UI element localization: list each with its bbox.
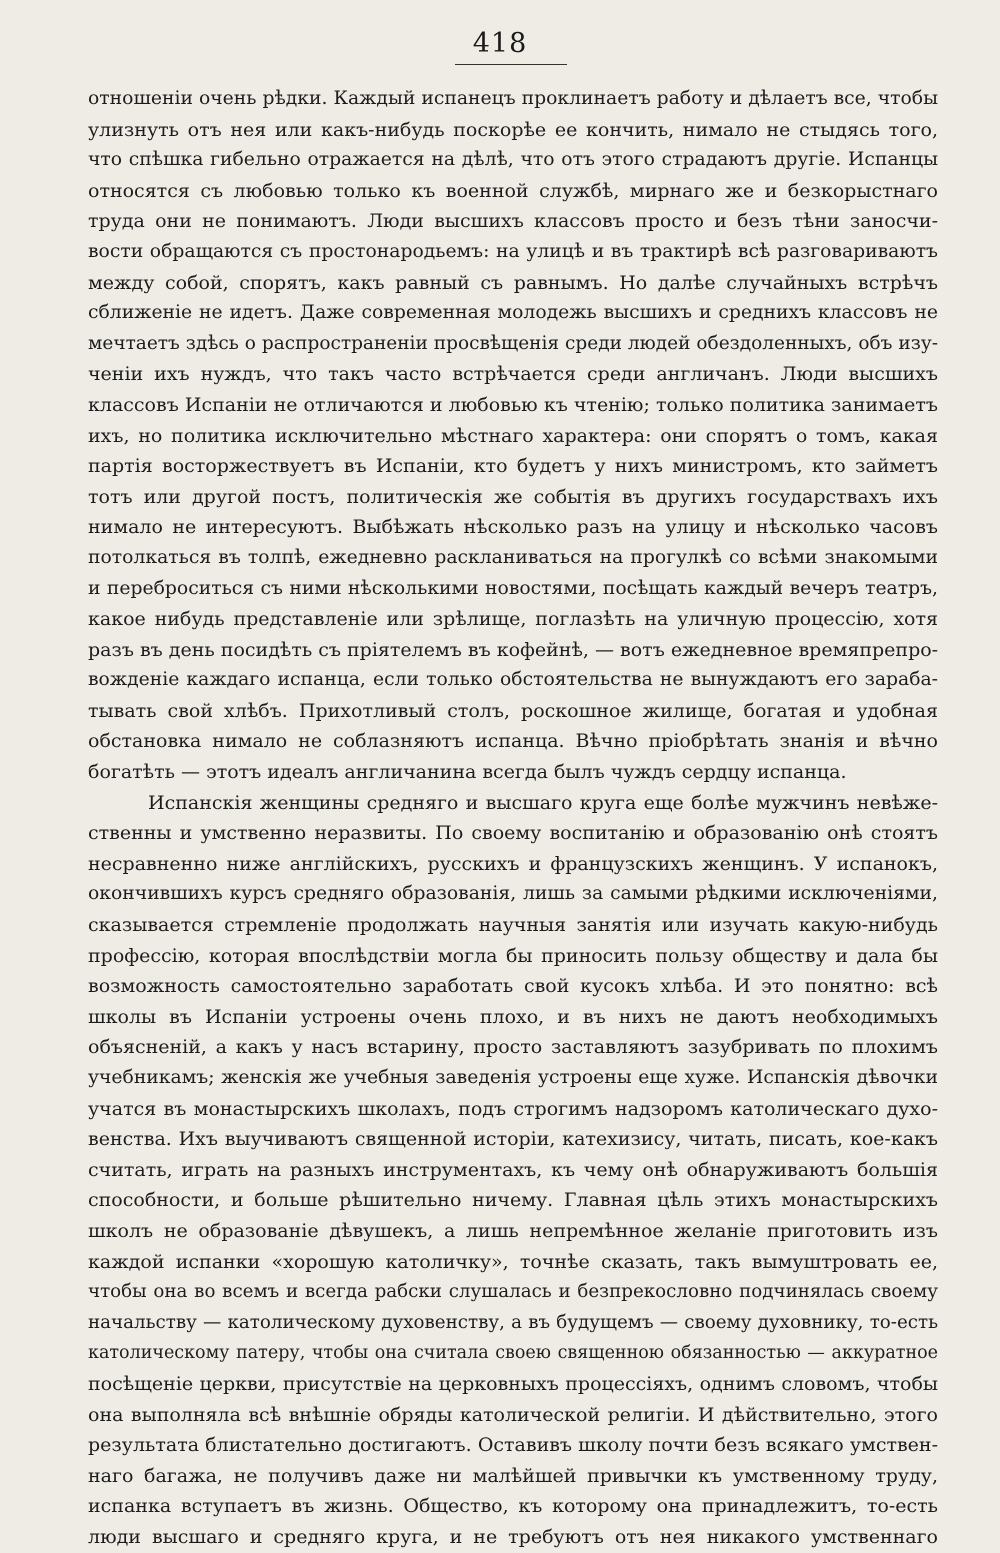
- text-line: профессію, которая впослѣдствіи могла бы приносить пользу обществу и дала бы: [88, 944, 938, 967]
- text-line: нимало не интересуютъ. Выбѣжать нѣсколько разъ на улицу и нѣсколько часовъ: [88, 516, 938, 539]
- text-line: улизнуть отъ нея или какъ-нибудь поскорѣе ее кончить, нимало не стыдясь того,: [88, 118, 938, 141]
- text-line: школъ не образованіе дѣвушекъ, а лишь непремѣнное желаніе приготовить изъ: [88, 1219, 938, 1242]
- text-line: начальству — католическому духовенству, а въ будущемъ — своему духовнику, то-есть: [88, 1311, 938, 1333]
- text-line: труда они не понимаютъ. Люди высшихъ классовъ просто и безъ тѣни заносчи-: [88, 210, 938, 233]
- paragraph-first-line: Испанскія женщины средняго и высшаго круга еще болѣе мужчинъ невѣже-: [148, 791, 938, 814]
- text-line: между собой, спорятъ, какъ равный съ равнымъ. Но далѣе случайныхъ встрѣчъ: [88, 271, 938, 294]
- text-line: сближеніе не идетъ. Даже современная молодежь высшихъ и среднихъ классовъ не: [88, 302, 938, 324]
- text-line: люди высшаго и средняго круга, и не требуютъ отъ нея никакого умственнаго: [88, 1525, 938, 1548]
- text-line: школы въ Испаніи устроены очень плохо, и въ нихъ не даютъ необходимыхъ: [88, 1005, 938, 1028]
- text-line: вости обращаются съ простонародьемъ: на улицѣ и въ трактирѣ всѣ разговариваютъ: [88, 240, 938, 262]
- text-line: богатѣть — этотъ идеалъ англичанина всегда былъ чуждъ сердцу испанца.: [88, 761, 847, 784]
- text-line: отношеніи очень рѣдки. Каждый испанецъ проклинаетъ работу и дѣлаетъ все, чтобы: [88, 88, 938, 109]
- text-line: чтобы она во всемъ и всегда рабски слушалась и безпрекословно подчинялась своему: [88, 1281, 938, 1303]
- text-line: учатся въ монастырскихъ школахъ, подъ строгимъ надзоромъ католическаго духо-: [88, 1097, 938, 1120]
- text-line: ственны и умственно неразвиты. По своему воспитанію и образованію онѣ стоятъ: [88, 822, 938, 845]
- text-line: мечтаетъ здѣсь о распространеніи просвѣщенія среди людей обездоленныхъ, объ изу-: [88, 332, 938, 354]
- text-line: окончившихъ курсъ средняго образованія, лишь за самыми рѣдкими исключеніями,: [88, 883, 938, 905]
- text-line: сказывается стремленіе продолжать научныя занятія или изучать какую-нибудь: [88, 914, 938, 937]
- text-line: объясненій, а какъ у насъ встарину, просто заставляютъ зазубривать по плохимъ: [88, 1036, 938, 1059]
- text-line: наго багажа, не получивъ даже ни малѣйшей привычки къ умственному труду,: [88, 1464, 938, 1487]
- text-line: ихъ, но политика исключительно мѣстнаго характера: они спорятъ о томъ, какая: [88, 424, 938, 447]
- text-line: потолкаться въ толпѣ, ежедневно раскланиваться на прогулкѣ со всѣми знакомыми: [88, 546, 938, 568]
- text-line: обстановка нимало не соблазняютъ испанца. Вѣчно пріобрѣтать знанія и вѣчно: [88, 730, 938, 753]
- text-line: классовъ Испаніи не отличаются и любовью къ чтенію; только политика занимаетъ: [88, 393, 938, 416]
- text-line: способности, и больше рѣшительно ничему. Главная цѣль этихъ монастырскихъ: [88, 1189, 938, 1212]
- text-line: относятся съ любовью только къ военной службѣ, мирнаго же и безкорыстнаго: [88, 179, 938, 202]
- text-line: вожденіе каждаго испанца, если только обстоятельства не вынуждаютъ его зараба-: [88, 669, 938, 691]
- text-line: учебникамъ; женскія же учебныя заведенія устроены еще хуже. Испанскія дѣвочки: [88, 1067, 938, 1088]
- text-line: ченіи ихъ нуждъ, что такъ часто встрѣчается среди англичанъ. Люди высшихъ: [88, 363, 938, 386]
- text-line: какое нибудь представленіе или зрѣлище, поглазѣть на уличную процессію, хотя: [88, 608, 938, 631]
- page-number-rule: [455, 64, 567, 65]
- text-line: посѣщеніе церкви, присутствіе на церковныхъ процессіяхъ, однимъ словомъ, чтобы: [88, 1372, 938, 1395]
- text-line: испанка вступаетъ въ жизнь. Общество, къ которому она принадлежитъ, то-есть: [88, 1495, 938, 1518]
- body-text: [88, 84, 938, 1553]
- text-line: тывать свой хлѣбъ. Прихотливый столъ, роскошное жилище, богатая и удобная: [88, 699, 938, 722]
- text-line: считать, играть на разныхъ инструментахъ, къ чему онѣ обнаруживаютъ большія: [88, 1158, 938, 1181]
- text-line: венства. Ихъ выучиваютъ священной исторіи, катехизису, читать, писать, кое-какъ: [88, 1128, 938, 1151]
- page-number: 418: [472, 28, 528, 59]
- text-line: результата блистательно достигаютъ. Оставивъ школу почти безъ всякаго умствен-: [88, 1434, 938, 1457]
- text-line: тотъ или другой постъ, политическія же событія въ другихъ государствахъ ихъ: [88, 485, 938, 508]
- text-line: каждой испанки «хорошую католичку», точнѣе сказать, такъ вымуштровать ее,: [88, 1250, 938, 1273]
- text-line: она выполняла всѣ внѣшніе обряды католической религіи. И дѣйствительно, этого: [88, 1403, 938, 1426]
- text-line: разъ въ день посидѣть съ пріятелемъ въ кофейнѣ, — вотъ ежедневное времяпрепро-: [88, 638, 939, 661]
- text-line: католическому патеру, чтобы она считала своею священною обязанностью — аккуратное: [88, 1343, 938, 1364]
- text-line: партія восторжествуетъ въ Испаніи, кто будетъ у нихъ министромъ, кто займетъ: [88, 455, 938, 478]
- text-line: несравненно ниже англійскихъ, русскихъ и французскихъ женщинъ. У испанокъ,: [88, 852, 938, 875]
- text-line: возможность самостоятельно заработать свой кусокъ хлѣба. И это понятно: всѣ: [88, 975, 938, 998]
- text-line: и переброситься съ ними нѣсколькими новостями, посѣщать каждый вечеръ театръ,: [88, 577, 938, 599]
- text-line: что спѣшка гибельно отражается на дѣлѣ, что отъ этого страдаютъ другіе. Испанцы: [88, 149, 938, 171]
